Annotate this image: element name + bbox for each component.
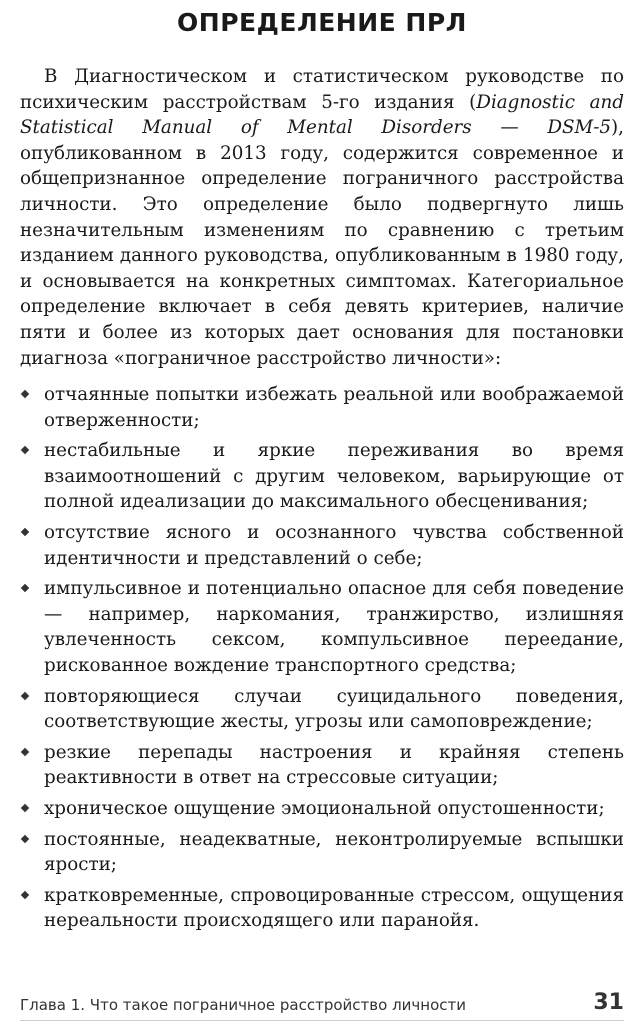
diamond-bullet-icon: [21, 528, 29, 536]
criteria-text: нестабильные и яркие переживания во время взаимоотношений с другим человеком, варьирующие от полной идеализации до максимального обесценивания;: [44, 440, 624, 513]
criteria-text: импульсивное и потенциально опасное для себя поведение — например, наркомания, транжирство, излишняя увлеченность сексом, компульсивное переедание, рискованное вождение транспортного средства;: [44, 578, 624, 676]
criteria-item: [20, 576, 624, 678]
criteria-item: [20, 740, 624, 791]
criteria-text: постоянные, неадекватные, неконтролируемые вспышки ярости;: [44, 828, 624, 876]
criteria-text: отчаянные попытки избежать реальной или воображаемой отверженности;: [44, 384, 624, 431]
running-footer-chapter: Глава 1. Что такое пограничное расстройство личности: [20, 996, 466, 1014]
criteria-item: [20, 382, 624, 433]
criteria-item: [20, 684, 624, 735]
diamond-bullet-icon: [21, 446, 29, 454]
diamond-bullet-icon: [21, 890, 29, 898]
diamond-bullet-icon: [21, 584, 29, 592]
page-footer: [20, 990, 624, 1020]
diamond-bullet-icon: [21, 691, 29, 699]
criteria-text: резкие перепады настроения и крайняя степень реактивности в ответ на стрессовые ситуации;: [44, 741, 624, 789]
criteria-text: кратковременные, спровоцированные стрессом, ощущения нереальности происходящего или паранойя.: [44, 884, 624, 932]
criteria-text: повторяющиеся случаи суицидального поведения, соответствующие жесты, угрозы или самоповреждение;: [44, 685, 624, 733]
diamond-bullet-icon: [21, 834, 29, 842]
diamond-bullet-icon: [21, 804, 29, 812]
criteria-list: [20, 382, 624, 939]
footer-divider: [20, 1020, 624, 1021]
criteria-item: [20, 438, 624, 515]
page-number: 31: [593, 990, 624, 1015]
intro-italic-title: Diagnostic and Statistical Manual of Mental Disorders — DSM-5: [20, 91, 625, 139]
criteria-item: [20, 796, 624, 822]
criteria-text: хроническое ощущение эмоциональной опустошенности;: [44, 797, 605, 819]
intro-text-part1: В Диагностическом и статистическом руководстве по психическим расстройствам 5-го издания (: [20, 66, 624, 113]
intro-text-part2: ), опубликованном в 2013 году, содержится современное и общепризнанное определение пограничного расстройства личности. Это определение было подвергнуто лишь незначительным изменениям по сравнению с третьим изданием данного руководства, опубликованным в 1980 году, и основывается на конкретных симптомах. Категориальное определение включает в себя девять критериев, наличие пяти и более из которых дает основания для постановки диагноза «пограничное расстройство личности»:: [20, 117, 624, 369]
criteria-item: [20, 520, 624, 571]
criteria-item: [20, 883, 624, 934]
section-heading: ОПРЕДЕЛЕНИЕ ПРЛ: [177, 8, 467, 37]
diamond-bullet-icon: [21, 747, 29, 755]
diamond-bullet-icon: [21, 390, 29, 398]
criteria-text: отсутствие ясного и осознанного чувства собственной идентичности и представлений о себе;: [44, 521, 624, 569]
intro-paragraph: [20, 64, 624, 371]
criteria-item: [20, 827, 624, 878]
